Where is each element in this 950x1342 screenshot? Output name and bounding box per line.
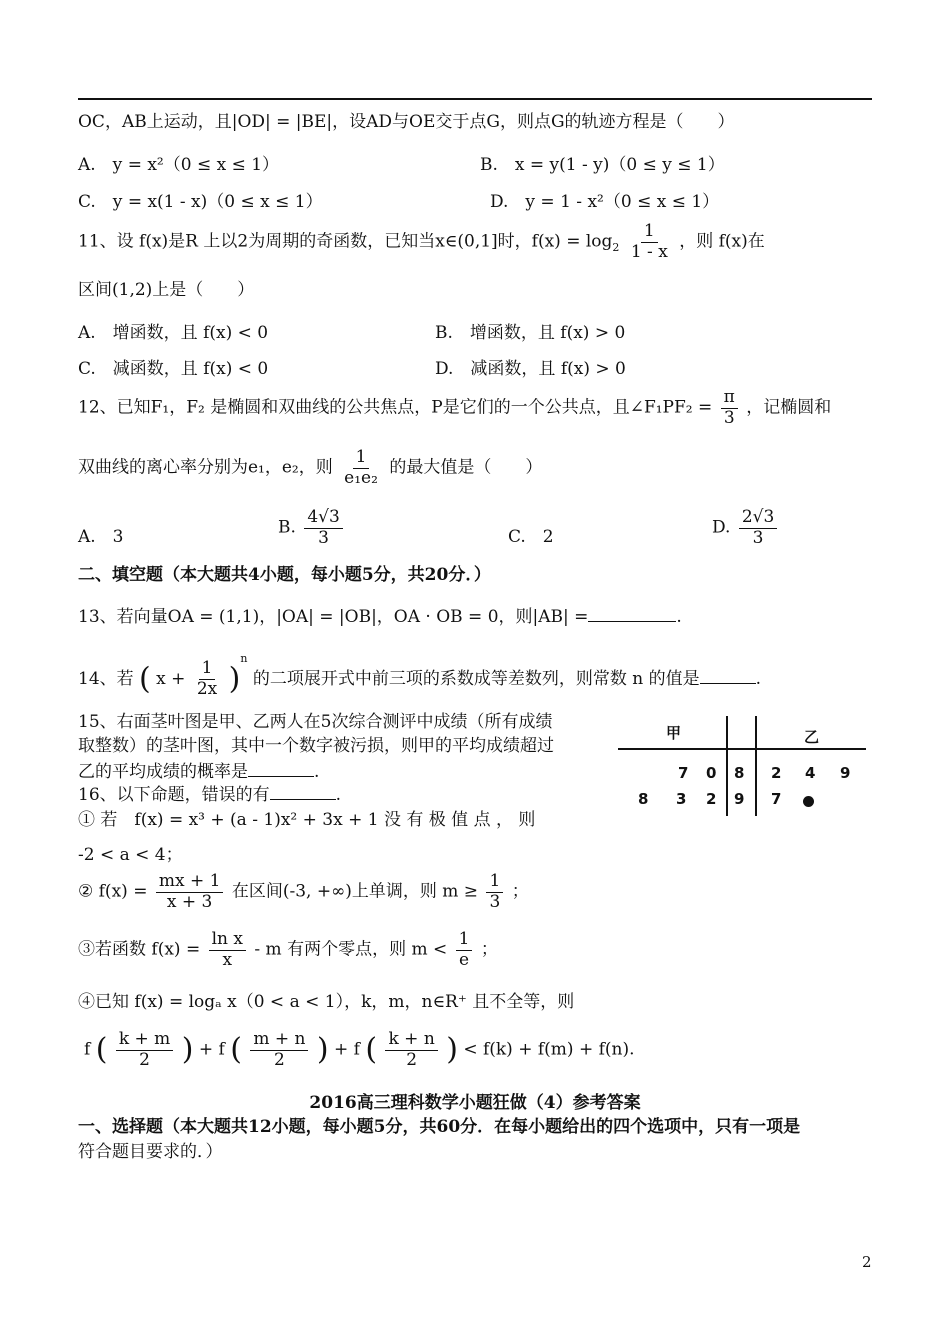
q10-option-b: B. x = y(1 - y)（0 ≤ y ≤ 1）: [480, 155, 725, 175]
q16-p4-den-3: 2: [406, 1049, 418, 1070]
q16-p2: [78, 872, 529, 912]
answer-title: 2016高三理科数学小题狂做（4）参考答案: [309, 1093, 641, 1113]
q12-angle-num: π: [721, 388, 738, 409]
q12-option-a: A. 3: [78, 527, 124, 547]
q16-p4-frac-2: [250, 1030, 308, 1070]
q15-line2: 取整数）的茎叶图，其中一个数字被污损，则甲的平均成绩超过: [78, 736, 554, 756]
q12-ratio-fraction: [341, 448, 381, 488]
q16-p1b: -2 < a < 4；: [78, 845, 183, 865]
q12-option-b: [278, 508, 346, 548]
q16-p4-plus-2: + f: [333, 1039, 360, 1060]
q16-p2-fraction: [156, 872, 224, 912]
q12-option-c: C. 2: [508, 527, 554, 547]
page-number: 2: [862, 1253, 872, 1271]
stem-leaf-left-divider: [726, 716, 728, 816]
q12-stem-line2: [78, 448, 542, 488]
q16-p3-rden: e: [459, 949, 470, 970]
stem-leaf-r1-left-0: 7: [678, 764, 689, 782]
q12-ratio-num: 1: [353, 448, 370, 469]
q16-p4-f1: f: [84, 1039, 91, 1060]
q16-p2-rnum: 1: [486, 872, 503, 893]
q10-option-a: A. y = x²（0 ≤ x ≤ 1）: [78, 155, 280, 175]
q13-blank: [588, 605, 676, 622]
stem-leaf-r2-left-1: 3: [676, 790, 687, 808]
q12-ratio-den: e₁e₂: [344, 467, 378, 488]
q11-stem-a: 11、设 f(x)是R 上以2为周期的奇函数，已知当x∈(0,1]时，f(x) = log: [78, 231, 613, 252]
q12-option-b-fraction: [304, 508, 342, 548]
q14-frac-den: 2x: [196, 679, 218, 699]
q16-p3-b: - m 有两个零点，则 m <: [254, 939, 448, 960]
q12-stem-a: 12、已知F₁，F₂ 是椭圆和双曲线的公共焦点，P是它们的一个公共点，且∠F₁PF₂ =: [78, 397, 713, 418]
stem-leaf-r1-right-1: 4: [805, 764, 816, 782]
stem-leaf-header-rule: [618, 748, 866, 750]
stem-leaf-r2-left-2: 2: [706, 790, 717, 808]
stem-leaf-r2-stem: 9: [734, 790, 745, 808]
smudge-dot-icon: [803, 796, 814, 807]
q16-p3-c: ；: [480, 939, 498, 960]
stem-leaf-right-divider: [755, 716, 757, 816]
q16-p4: ④已知 f(x) = logₐ x（0 < a < 1），k，m，n∈R⁺ 且不全等，则: [78, 992, 575, 1012]
q16: 16、以下命题，错误的有 .: [78, 785, 342, 805]
q16-blank: [270, 783, 336, 800]
q14-b: 的二项展开式中前三项的系数成等差数列，则常数 n 的值是: [252, 669, 700, 689]
q16-p4-num-1: k + m: [116, 1030, 173, 1051]
q16-p4-rparen-3: ): [446, 1032, 458, 1068]
q11-option-b: B. 增函数，且 f(x) > 0: [435, 323, 626, 343]
stem-leaf-left-title: 甲: [666, 724, 682, 742]
section1-line1: 一、选择题（本大题共12小题，每小题5分，共60分．在每小题给出的四个选项中，只有一项是: [78, 1117, 801, 1137]
q14-blank: [700, 667, 756, 684]
q12-option-d-fraction: [739, 508, 777, 548]
q15-line3: 乙的平均成绩的概率是 .: [78, 762, 320, 782]
q12-option-b-label: B.: [278, 517, 296, 538]
q12-angle-den: 3: [723, 407, 735, 428]
q16-p4-frac-3: [385, 1030, 437, 1070]
q16-p3: [78, 930, 498, 970]
q16-p4-frac-1: [116, 1030, 173, 1070]
q16-p3-a: ③若函数 f(x) =: [78, 939, 201, 960]
q11-option-a: A. 增函数，且 f(x) < 0: [78, 323, 269, 343]
section1-line2: 符合题目要求的．）: [78, 1142, 223, 1162]
q16-p2-num: mx + 1: [156, 872, 224, 893]
stem-leaf-r1-right-0: 2: [771, 764, 782, 782]
q16-p3-num: ln x: [209, 930, 246, 951]
q12-stem-b: ，记椭圆和: [746, 397, 832, 418]
q12-option-d: [712, 508, 780, 548]
q16-p2-c: ；: [511, 881, 529, 902]
q16-p3-rnum: 1: [456, 930, 473, 951]
q15-line3-text: 乙的平均成绩的概率是: [78, 762, 248, 782]
q16-p2-den: x + 3: [166, 891, 213, 912]
q12-line2-a: 双曲线的离心率分别为e₁，e₂，则: [78, 457, 333, 478]
q12-option-d-label: D.: [712, 517, 731, 538]
q13-text: 13、若向量OA = (1,1)，|OA| = |OB|，OA · OB = 0，则|AB| =: [78, 607, 589, 627]
q12-option-b-num: 4√3: [304, 508, 342, 529]
stem-leaf-r2-left-0: 8: [638, 790, 649, 808]
stem-leaf-plot: [618, 712, 868, 817]
q10-option-c: C. y = x(1 - x)（0 ≤ x ≤ 1）: [78, 192, 323, 212]
q14-exponent: n: [240, 652, 248, 665]
q15-blank: [248, 760, 314, 777]
q16-stem: 16、以下命题，错误的有: [78, 785, 270, 805]
q16-p4-lparen-2: (: [230, 1032, 242, 1068]
q16-p4-tail: < f(k) + f(m) + f(n).: [463, 1039, 635, 1060]
q12-option-b-den: 3: [318, 527, 329, 548]
q16-p4-rparen-1: ): [181, 1032, 194, 1068]
q10-stem: OC，AB上运动，且|OD| = |BE|，设AD与OE交于点G，则点G的轨迹方程是（ ）: [78, 112, 735, 132]
q16-p2-a: ② f(x) =: [78, 881, 148, 902]
q16-p4-lparen-3: (: [365, 1032, 378, 1068]
q14-left-paren: (: [139, 661, 151, 697]
q16-p2-rfraction: [486, 872, 503, 912]
q12-option-d-den: 3: [752, 527, 764, 548]
q16-p4-num-3: k + n: [385, 1030, 437, 1051]
q16-p4-plus-1: + f: [198, 1039, 225, 1060]
q11-stem-line2: 区间(1,2)上是（ ）: [78, 280, 255, 300]
q16-p3-den: x: [222, 949, 233, 970]
q10-option-d: D. y = 1 - x²（0 ≤ x ≤ 1）: [490, 192, 720, 212]
q15-line1: 15、右面茎叶图是甲、乙两人在5次综合测评中成绩（所有成绩: [78, 712, 553, 732]
q16-p3-fraction: [209, 930, 246, 970]
q11-stem: [78, 222, 765, 262]
q12-line2-b: 的最大值是（ ）: [389, 457, 543, 478]
q16-p4-lparen-1: (: [95, 1032, 108, 1068]
q16-p4-rparen-2: ): [316, 1032, 329, 1068]
stem-leaf-r1-right-2: 9: [840, 764, 851, 782]
q11-stem-b: ，则 f(x)在: [679, 231, 765, 252]
q14-fraction: [194, 659, 220, 699]
q16-p1a: ① 若 f(x) = x³ + (a - 1)x² + 3x + 1 没 有 极 值 点 ， 则: [78, 810, 536, 830]
stem-leaf-r1-left-1: 0: [706, 764, 717, 782]
q13: 13、若向量OA = (1,1)，|OA| = |OB|，OA · OB = 0，则|AB| = .: [78, 607, 682, 627]
q14-right-paren: ): [228, 661, 241, 697]
q14: 14、若 ( x + $\frac{1}{2x}$ )$^n$ 的二项展开式中前三项的系数成等差数列，则常数 n 的值是 .: [78, 652, 762, 699]
stem-leaf-right-title: 乙: [804, 728, 820, 746]
q16-p2-b: 在区间(-3, +∞)上单调，则 m ≥: [231, 881, 479, 902]
q12-angle-fraction: [721, 388, 738, 428]
stem-leaf-r2-right-0: 7: [771, 790, 782, 808]
q11-fraction: [628, 222, 671, 262]
q14-a: 14、若: [78, 669, 134, 689]
q16-p3-rfraction: [456, 930, 473, 970]
q11-frac-num: 1: [641, 222, 658, 243]
q16-p4-den-2: 2: [273, 1049, 285, 1070]
q11-option-c: C. 减函数，且 f(x) < 0: [78, 359, 269, 379]
q16-p4-num-2: m + n: [250, 1030, 308, 1051]
q11-log-base: 2: [612, 240, 620, 254]
stem-leaf-smudged-digit: [803, 793, 814, 811]
q14-paren-x: x +: [156, 669, 186, 689]
q16-p4-inequality: [84, 1030, 635, 1070]
top-rule: [78, 98, 872, 100]
q11-option-d: D. 减函数，且 f(x) > 0: [435, 359, 626, 379]
stem-leaf-r1-stem: 8: [734, 764, 745, 782]
q12-stem: [78, 388, 831, 428]
q12-option-d-num: 2√3: [739, 508, 777, 529]
q16-p4-den-1: 2: [139, 1049, 150, 1070]
q11-frac-den: 1 - x: [630, 241, 668, 262]
q16-p2-rden: 3: [489, 891, 501, 912]
section2-heading: 二、填空题（本大题共4小题，每小题5分，共20分．）: [78, 565, 491, 585]
q14-frac-num: 1: [199, 659, 216, 680]
